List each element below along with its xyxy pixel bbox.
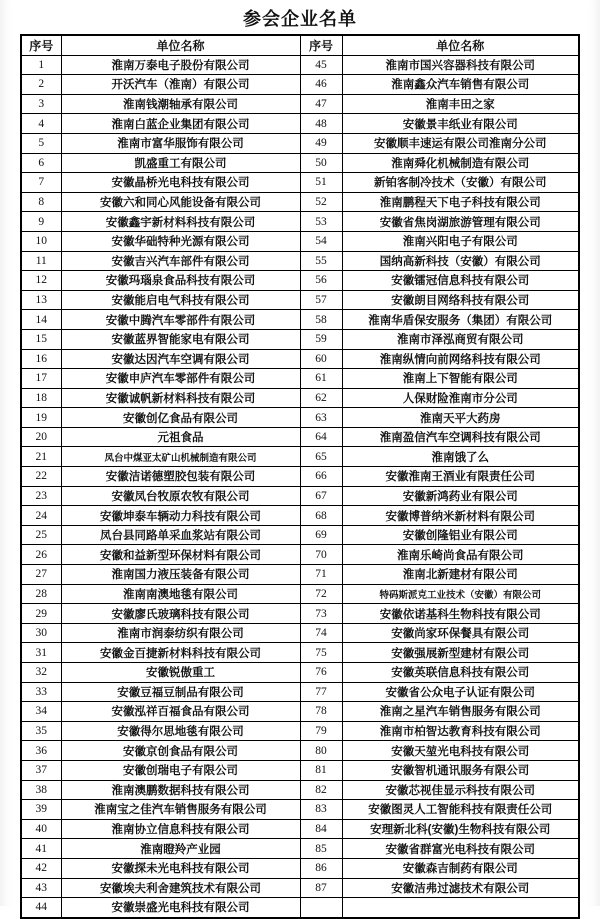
company-name-cell: 安徽鑫宇新材料科技有限公司 [61, 212, 300, 232]
company-name-cell: 淮南市泽泓商贸有限公司 [342, 329, 579, 349]
row-number-cell: 26 [21, 545, 61, 565]
row-number-cell: 62 [300, 388, 342, 408]
page-title: 参会企业名单 [243, 9, 357, 29]
row-number-cell: 77 [300, 682, 342, 702]
table-row [21, 486, 579, 506]
row-number-cell: 24 [21, 506, 61, 526]
row-number-cell: 63 [300, 408, 342, 428]
company-name-cell: 淮南上下智能有限公司 [342, 369, 579, 389]
company-name-cell: 国纳高新科技（安徽）有限公司 [342, 251, 579, 271]
table-row [21, 780, 579, 800]
row-number-cell: 5 [21, 133, 61, 153]
table-row [21, 565, 579, 585]
company-name-cell: 安徽博普纳米新材料有限公司 [342, 506, 579, 526]
company-name-cell: 安徽京创食品有限公司 [61, 741, 300, 761]
company-name-cell: 人保财险淮南市分公司 [342, 388, 579, 408]
row-number-cell: 15 [21, 329, 61, 349]
row-number-cell: 32 [21, 663, 61, 683]
company-name-cell: 安徽凤台牧原农牧有限公司 [61, 486, 300, 506]
row-number-cell: 73 [300, 604, 342, 624]
table-row [21, 133, 579, 153]
column-header-number-left: 序号 [21, 35, 61, 55]
company-name-cell: 淮南钱潮轴承有限公司 [61, 94, 300, 114]
row-number-cell: 85 [300, 839, 342, 859]
table-row [21, 192, 579, 212]
company-name-cell: 淮南北新建材有限公司 [342, 565, 579, 585]
table-row [21, 741, 579, 761]
table-row [21, 506, 579, 526]
table-row [21, 388, 579, 408]
company-name-cell: 安徽英联信息科技有限公司 [342, 663, 579, 683]
table-row [21, 623, 579, 643]
column-header-number-right: 序号 [300, 35, 342, 55]
company-name-cell: 安徽依诺基科生物科技有限公司 [342, 604, 579, 624]
table-row [21, 839, 579, 859]
company-name-cell: 淮南白蓝企业集团有限公司 [61, 114, 300, 134]
company-name-cell: 安徽埃夫利舍建筑技术有限公司 [61, 878, 300, 898]
row-number-cell: 3 [21, 94, 61, 114]
row-number-cell: 55 [300, 251, 342, 271]
company-name-cell: 安徽创瑞电子有限公司 [61, 760, 300, 780]
row-number-cell: 13 [21, 290, 61, 310]
company-name-cell [342, 898, 579, 918]
row-number-cell: 36 [21, 741, 61, 761]
company-name-cell: 安徽强展新型建材有限公司 [342, 643, 579, 663]
company-name-cell: 元祖食品 [61, 427, 300, 447]
company-name-cell: 淮南舜化机械制造有限公司 [342, 153, 579, 173]
row-number-cell: 7 [21, 173, 61, 193]
row-number-cell: 76 [300, 663, 342, 683]
row-number-cell: 72 [300, 584, 342, 604]
row-number-cell [300, 898, 342, 918]
company-name-cell: 安徽吉兴汽车部件有限公司 [61, 251, 300, 271]
table-row [21, 55, 579, 75]
table-row [21, 643, 579, 663]
row-number-cell: 60 [300, 349, 342, 369]
table-body [21, 55, 579, 918]
table-row [21, 173, 579, 193]
row-number-cell: 59 [300, 329, 342, 349]
company-name-cell: 安徽和益新型环保材料有限公司 [61, 545, 300, 565]
table-row [21, 721, 579, 741]
company-name-cell: 安徽天堃光电科技有限公司 [342, 741, 579, 761]
row-number-cell: 46 [300, 75, 342, 95]
row-number-cell: 47 [300, 94, 342, 114]
table-header-row [21, 35, 579, 55]
row-number-cell: 45 [300, 55, 342, 75]
row-number-cell: 56 [300, 271, 342, 291]
company-name-cell: 淮南盈信汽车空调科技有限公司 [342, 427, 579, 447]
company-name-cell: 淮南市国兴容器科技有限公司 [342, 55, 579, 75]
company-name-cell: 安徽顺丰速运有限公司淮南分公司 [342, 133, 579, 153]
company-name-cell: 安徽探未光电科技有限公司 [61, 858, 300, 878]
company-name-cell: 凤台中煤亚太矿山机械制造有限公司 [61, 447, 300, 467]
row-number-cell: 87 [300, 878, 342, 898]
row-number-cell: 74 [300, 623, 342, 643]
company-name-cell: 安徽诚帆新材料科技有限公司 [61, 388, 300, 408]
row-number-cell: 30 [21, 623, 61, 643]
row-number-cell: 81 [300, 760, 342, 780]
row-number-cell: 21 [21, 447, 61, 467]
table-row [21, 545, 579, 565]
table-row [21, 369, 579, 389]
row-number-cell: 25 [21, 525, 61, 545]
row-number-cell: 16 [21, 349, 61, 369]
company-name-cell: 淮南纵情向前网络科技有限公司 [342, 349, 579, 369]
row-number-cell: 42 [21, 858, 61, 878]
company-name-cell: 安徽图灵人工智能科技有限责任公司 [342, 800, 579, 820]
company-name-cell: 安徽蓝界智能家电有限公司 [61, 329, 300, 349]
row-number-cell: 4 [21, 114, 61, 134]
company-name-cell: 安徽淮南王酒业有限责任公司 [342, 467, 579, 487]
company-name-cell: 安徽尚家环保餐具有限公司 [342, 623, 579, 643]
company-name-cell: 安徽新鸿药业有限公司 [342, 486, 579, 506]
company-name-cell: 淮南丰田之家 [342, 94, 579, 114]
participants-table [20, 34, 580, 919]
company-name-cell: 新铂客制冷技术（安徽）有限公司 [342, 173, 579, 193]
company-name-cell: 安徽晶桥光电科技有限公司 [61, 173, 300, 193]
row-number-cell: 49 [300, 133, 342, 153]
table-row [21, 290, 579, 310]
row-number-cell: 82 [300, 780, 342, 800]
row-number-cell: 75 [300, 643, 342, 663]
row-number-cell: 28 [21, 584, 61, 604]
company-name-cell: 安徽创隆铝业有限公司 [342, 525, 579, 545]
company-name-cell: 淮南国力液压装备有限公司 [61, 565, 300, 585]
row-number-cell: 65 [300, 447, 342, 467]
table-row [21, 604, 579, 624]
row-number-cell: 6 [21, 153, 61, 173]
company-name-cell: 淮南市润泰纺织有限公司 [61, 623, 300, 643]
table-row [21, 349, 579, 369]
row-number-cell: 67 [300, 486, 342, 506]
table-row [21, 702, 579, 722]
company-name-cell: 安徽玛瑙泉食品科技有限公司 [61, 271, 300, 291]
row-number-cell: 8 [21, 192, 61, 212]
company-name-cell: 淮南市富华服饰有限公司 [61, 133, 300, 153]
company-name-cell: 安徽景丰纸业有限公司 [342, 114, 579, 134]
company-name-cell: 安徽崇盛光电科技有限公司 [61, 898, 300, 918]
column-header-name-right: 单位名称 [342, 35, 579, 55]
company-name-cell: 安徽坤泰车辆动力科技有限公司 [61, 506, 300, 526]
row-number-cell: 57 [300, 290, 342, 310]
row-number-cell: 64 [300, 427, 342, 447]
company-name-cell: 安徽智机通讯服务有限公司 [342, 760, 579, 780]
company-name-cell: 安徽省群富光电科技有限公司 [342, 839, 579, 859]
company-name-cell: 淮南之星汽车销售服务有限公司 [342, 702, 579, 722]
company-name-cell: 安徽中腾汽车零部件有限公司 [61, 310, 300, 330]
row-number-cell: 19 [21, 408, 61, 428]
row-number-cell: 83 [300, 800, 342, 820]
row-number-cell: 78 [300, 702, 342, 722]
row-number-cell: 50 [300, 153, 342, 173]
row-number-cell: 22 [21, 467, 61, 487]
row-number-cell: 27 [21, 565, 61, 585]
table-row [21, 153, 579, 173]
row-number-cell: 40 [21, 819, 61, 839]
table-row [21, 408, 579, 428]
table-row [21, 329, 579, 349]
row-number-cell: 53 [300, 212, 342, 232]
row-number-cell: 2 [21, 75, 61, 95]
table-row [21, 898, 579, 918]
row-number-cell: 48 [300, 114, 342, 134]
company-name-cell: 安徽锐傲重工 [61, 663, 300, 683]
row-number-cell: 79 [300, 721, 342, 741]
row-number-cell: 20 [21, 427, 61, 447]
table-row [21, 231, 579, 251]
table-row [21, 760, 579, 780]
row-number-cell: 43 [21, 878, 61, 898]
row-number-cell: 29 [21, 604, 61, 624]
row-number-cell: 44 [21, 898, 61, 918]
company-name-cell: 安徽洁弗过滤技术有限公司 [342, 878, 579, 898]
row-number-cell: 51 [300, 173, 342, 193]
table-row [21, 584, 579, 604]
row-number-cell: 31 [21, 643, 61, 663]
row-number-cell: 68 [300, 506, 342, 526]
row-number-cell: 35 [21, 721, 61, 741]
company-name-cell: 安徽朗目网络科技有限公司 [342, 290, 579, 310]
table-row [21, 663, 579, 683]
company-name-cell: 安徽镭冠信息科技有限公司 [342, 271, 579, 291]
company-name-cell: 淮南天平大药房 [342, 408, 579, 428]
table-row [21, 819, 579, 839]
company-name-cell: 淮南鹏程天下电子科技有限公司 [342, 192, 579, 212]
company-name-cell: 安徽达因汽车空调有限公司 [61, 349, 300, 369]
company-name-cell: 安徽泓祥百福食品有限公司 [61, 702, 300, 722]
row-number-cell: 10 [21, 231, 61, 251]
row-number-cell: 58 [300, 310, 342, 330]
row-number-cell: 23 [21, 486, 61, 506]
row-number-cell: 18 [21, 388, 61, 408]
table-row [21, 800, 579, 820]
row-number-cell: 12 [21, 271, 61, 291]
company-name-cell: 凤台县同路单采血浆站有限公司 [61, 525, 300, 545]
table-row [21, 427, 579, 447]
row-number-cell: 84 [300, 819, 342, 839]
company-name-cell: 安徽六和同心风能设备有限公司 [61, 192, 300, 212]
company-name-cell: 安徽能启电气科技有限公司 [61, 290, 300, 310]
company-name-cell: 特码斯派克工业技术（安徽）有限公司 [342, 584, 579, 604]
row-number-cell: 33 [21, 682, 61, 702]
company-name-cell: 淮南南澳地毯有限公司 [61, 584, 300, 604]
company-name-cell: 安徽芯视佳显示科技有限公司 [342, 780, 579, 800]
company-name-cell: 安徽廖氏玻璃科技有限公司 [61, 604, 300, 624]
row-number-cell: 1 [21, 55, 61, 75]
row-number-cell: 66 [300, 467, 342, 487]
company-name-cell: 开沃汽车（淮南）有限公司 [61, 75, 300, 95]
row-number-cell: 14 [21, 310, 61, 330]
row-number-cell: 37 [21, 760, 61, 780]
company-name-cell: 淮南万泰电子股份有限公司 [61, 55, 300, 75]
company-name-cell: 淮南华盾保安服务（集团）有限公司 [342, 310, 579, 330]
company-name-cell: 淮南鑫众汽车销售有限公司 [342, 75, 579, 95]
company-name-cell: 安理新北科(安徽)生物科技有限公司 [342, 819, 579, 839]
company-name-cell: 淮南市柏智达教育科技有限公司 [342, 721, 579, 741]
row-number-cell: 71 [300, 565, 342, 585]
row-number-cell: 61 [300, 369, 342, 389]
row-number-cell: 41 [21, 839, 61, 859]
company-name-cell: 淮南饿了么 [342, 447, 579, 467]
table-row [21, 858, 579, 878]
column-header-name-left: 单位名称 [61, 35, 300, 55]
company-name-cell: 安徽华础特种光源有限公司 [61, 231, 300, 251]
company-name-cell: 淮南瞪羚产业园 [61, 839, 300, 859]
company-name-cell: 淮南协立信息科技有限公司 [61, 819, 300, 839]
row-number-cell: 39 [21, 800, 61, 820]
company-name-cell: 安徽省焦岗湖旅游管理有限公司 [342, 212, 579, 232]
company-name-cell: 安徽申庐汽车零部件有限公司 [61, 369, 300, 389]
company-name-cell: 安徽豆福豆制品有限公司 [61, 682, 300, 702]
table-row [21, 447, 579, 467]
row-number-cell: 9 [21, 212, 61, 232]
table-row [21, 251, 579, 271]
table-row [21, 212, 579, 232]
row-number-cell: 34 [21, 702, 61, 722]
company-name-cell: 安徽省公众电子认证有限公司 [342, 682, 579, 702]
row-number-cell: 17 [21, 369, 61, 389]
table-row [21, 878, 579, 898]
company-name-cell: 安徽创亿食品有限公司 [61, 408, 300, 428]
table-row [21, 114, 579, 134]
row-number-cell: 38 [21, 780, 61, 800]
table-row [21, 94, 579, 114]
company-name-cell: 淮南澳鹏数据科技有限公司 [61, 780, 300, 800]
company-name-cell: 安徽洁诺德塑胶包装有限公司 [61, 467, 300, 487]
company-name-cell: 安徽金百捷新材料科技有限公司 [61, 643, 300, 663]
table-row [21, 467, 579, 487]
table-row [21, 525, 579, 545]
row-number-cell: 54 [300, 231, 342, 251]
company-name-cell: 淮南宝之佳汽车销售服务有限公司 [61, 800, 300, 820]
company-name-cell: 淮南兴阳电子有限公司 [342, 231, 579, 251]
table-row [21, 271, 579, 291]
company-name-cell: 安徽得尔思地毯有限公司 [61, 721, 300, 741]
company-name-cell: 安徽森吉制药有限公司 [342, 858, 579, 878]
row-number-cell: 80 [300, 741, 342, 761]
company-name-cell: 淮南乐崎尚食品有限公司 [342, 545, 579, 565]
row-number-cell: 70 [300, 545, 342, 565]
row-number-cell: 69 [300, 525, 342, 545]
row-number-cell: 86 [300, 858, 342, 878]
row-number-cell: 11 [21, 251, 61, 271]
table-row [21, 682, 579, 702]
company-name-cell: 凯盛重工有限公司 [61, 153, 300, 173]
table-row [21, 310, 579, 330]
table-row [21, 75, 579, 95]
row-number-cell: 52 [300, 192, 342, 212]
